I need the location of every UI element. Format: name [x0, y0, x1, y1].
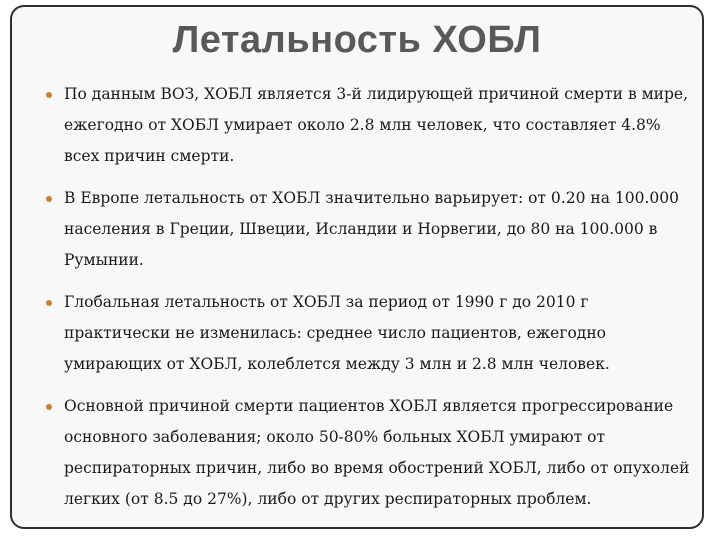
slide-title: Летальность ХОБЛ: [172, 19, 542, 61]
bullet-text: Основной причиной смерти пациентов ХОБЛ является прогрессирование основного заболевания; около 50-80% больных ХОБЛ умирают от респираторных причин, либо во время обострений ХОБЛ, либо от опухолей легких (от 8.5 до 27%), либо от других респираторных проблем.: [64, 397, 690, 508]
bullet-item-causes: [46, 391, 692, 515]
bullet-dot-icon: [46, 196, 52, 202]
bullet-text: В Европе летальность от ХОБЛ значительно варьирует: от 0.20 на 100.000 населения в Греции, Швеции, Исландии и Норвегии, до 80 на 100.000 в Румынии.: [64, 189, 679, 269]
bullet-list: [46, 79, 692, 526]
bullet-dot-icon: [46, 404, 52, 410]
slide-frame: [10, 5, 704, 529]
bullet-dot-icon: [46, 92, 52, 98]
bullet-text: Глобальная летальность от ХОБЛ за период от 1990 г до 2010 г практически не изменилась: среднее число пациентов, ежегодно умирающих от ХОБЛ, колеблется между 3 млн и 2.8 млн человек.: [64, 293, 610, 373]
bullet-text: По данным ВОЗ, ХОБЛ является 3-й лидирующей причиной смерти в мире, ежегодно от ХОБЛ умирает около 2.8 млн человек, что составляет 4.8% всех причин смерти.: [64, 85, 689, 165]
bullet-item-global: [46, 287, 692, 380]
bullet-dot-icon: [46, 300, 52, 306]
bullet-item-mortality-who: [46, 79, 692, 172]
bullet-item-europe: [46, 183, 692, 276]
